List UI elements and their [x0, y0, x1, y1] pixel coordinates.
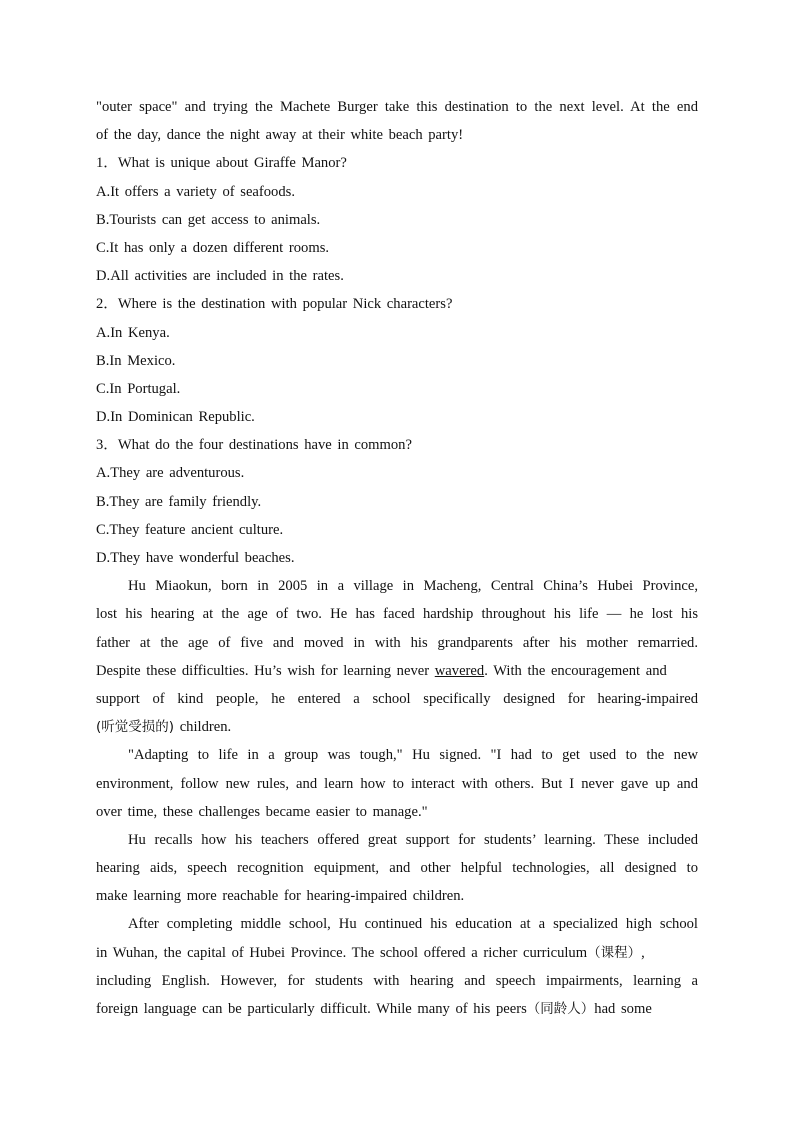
question-3: 3．What do the four destinations have in common?: [96, 437, 412, 454]
passage-line: Hu Miaokun, born in 2005 in a village in Macheng, Central China’s Hubei Province,: [128, 578, 698, 595]
option-1b: B.Tourists can get access to animals.: [96, 211, 321, 228]
passage-line: support of kind people, he entered a school specifically designed for hearing-impaired: [96, 690, 698, 707]
option-2c: C.In Portugal.: [96, 380, 181, 397]
option-2b: B.In Mexico.: [96, 352, 176, 369]
passage-line: "outer space" and trying the Machete Burger take this destination to the next level. At the end: [96, 99, 698, 115]
option-3c: C.They feature ancient culture.: [96, 521, 284, 538]
option-2d: D.In Dominican Republic.: [96, 409, 255, 426]
chinese-gloss: (听觉受损的): [96, 719, 175, 736]
passage-line: [96, 997, 698, 1025]
passage-text: foreign language can be particularly difficult. While many of his peers: [96, 1001, 527, 1017]
option-3b: B.They are family friendly.: [96, 493, 262, 510]
passage-text: children.: [174, 719, 232, 736]
passage-line: including English. However, for students with hearing and speech impairments, learning a: [96, 972, 698, 989]
passage-text: in Wuhan, the capital of Hubei Province. The school offered a richer curriculum: [96, 944, 588, 961]
passage-line: hearing aids, speech recognition equipment, and other helpful technologies, all designed to: [96, 860, 698, 877]
passage-line: [96, 715, 698, 743]
question-1: 1．What is unique about Giraffe Manor?: [96, 155, 347, 172]
chinese-gloss: （同龄人）: [526, 1001, 595, 1017]
option-1c: C.It has only a dozen different rooms.: [96, 239, 330, 256]
chinese-gloss: （课程）: [587, 944, 642, 961]
passage-line: After completing middle school, Hu continued his education at a specialized high school: [128, 916, 698, 933]
passage-line: environment, follow new rules, and learn how to interact with others. But I never gave up and: [96, 775, 698, 792]
passage-line: Hu recalls how his teachers offered great support for students’ learning. These included: [128, 831, 698, 848]
option-3a: A.They are adventurous.: [96, 465, 245, 482]
document-body: [96, 95, 698, 1025]
underlined-word: wavered: [434, 662, 485, 679]
passage-line: [96, 941, 698, 969]
passage-line: father at the age of five and moved in with his grandparents after his mother remarried.: [96, 634, 698, 651]
passage-line: of the day, dance the night away at their white beach party!: [96, 127, 464, 144]
passage-line: over time, these challenges became easier to manage.": [96, 803, 428, 820]
passage-text: . With the encouragement and: [484, 662, 667, 679]
option-1d: D.All activities are included in the rates.: [96, 268, 344, 285]
passage-line: make learning more reachable for hearing-impaired children.: [96, 888, 465, 905]
passage-text: had some: [594, 1001, 652, 1017]
option-1a: A.It offers a variety of seafoods.: [96, 183, 295, 200]
passage-text: ,: [641, 944, 645, 961]
question-2: 2．Where is the destination with popular Nick characters?: [96, 296, 453, 313]
passage-line: lost his hearing at the age of two. He has faced hardship throughout his life — he lost his: [96, 606, 698, 623]
passage-line: "Adapting to life in a group was tough," Hu signed. "I had to get used to the new: [128, 747, 698, 764]
option-3d: D.They have wonderful beaches.: [96, 550, 295, 566]
passage-line: [96, 659, 698, 687]
passage-text: Despite these difficulties. Hu’s wish for learning never: [96, 662, 435, 679]
option-2a: A.In Kenya.: [96, 324, 170, 341]
